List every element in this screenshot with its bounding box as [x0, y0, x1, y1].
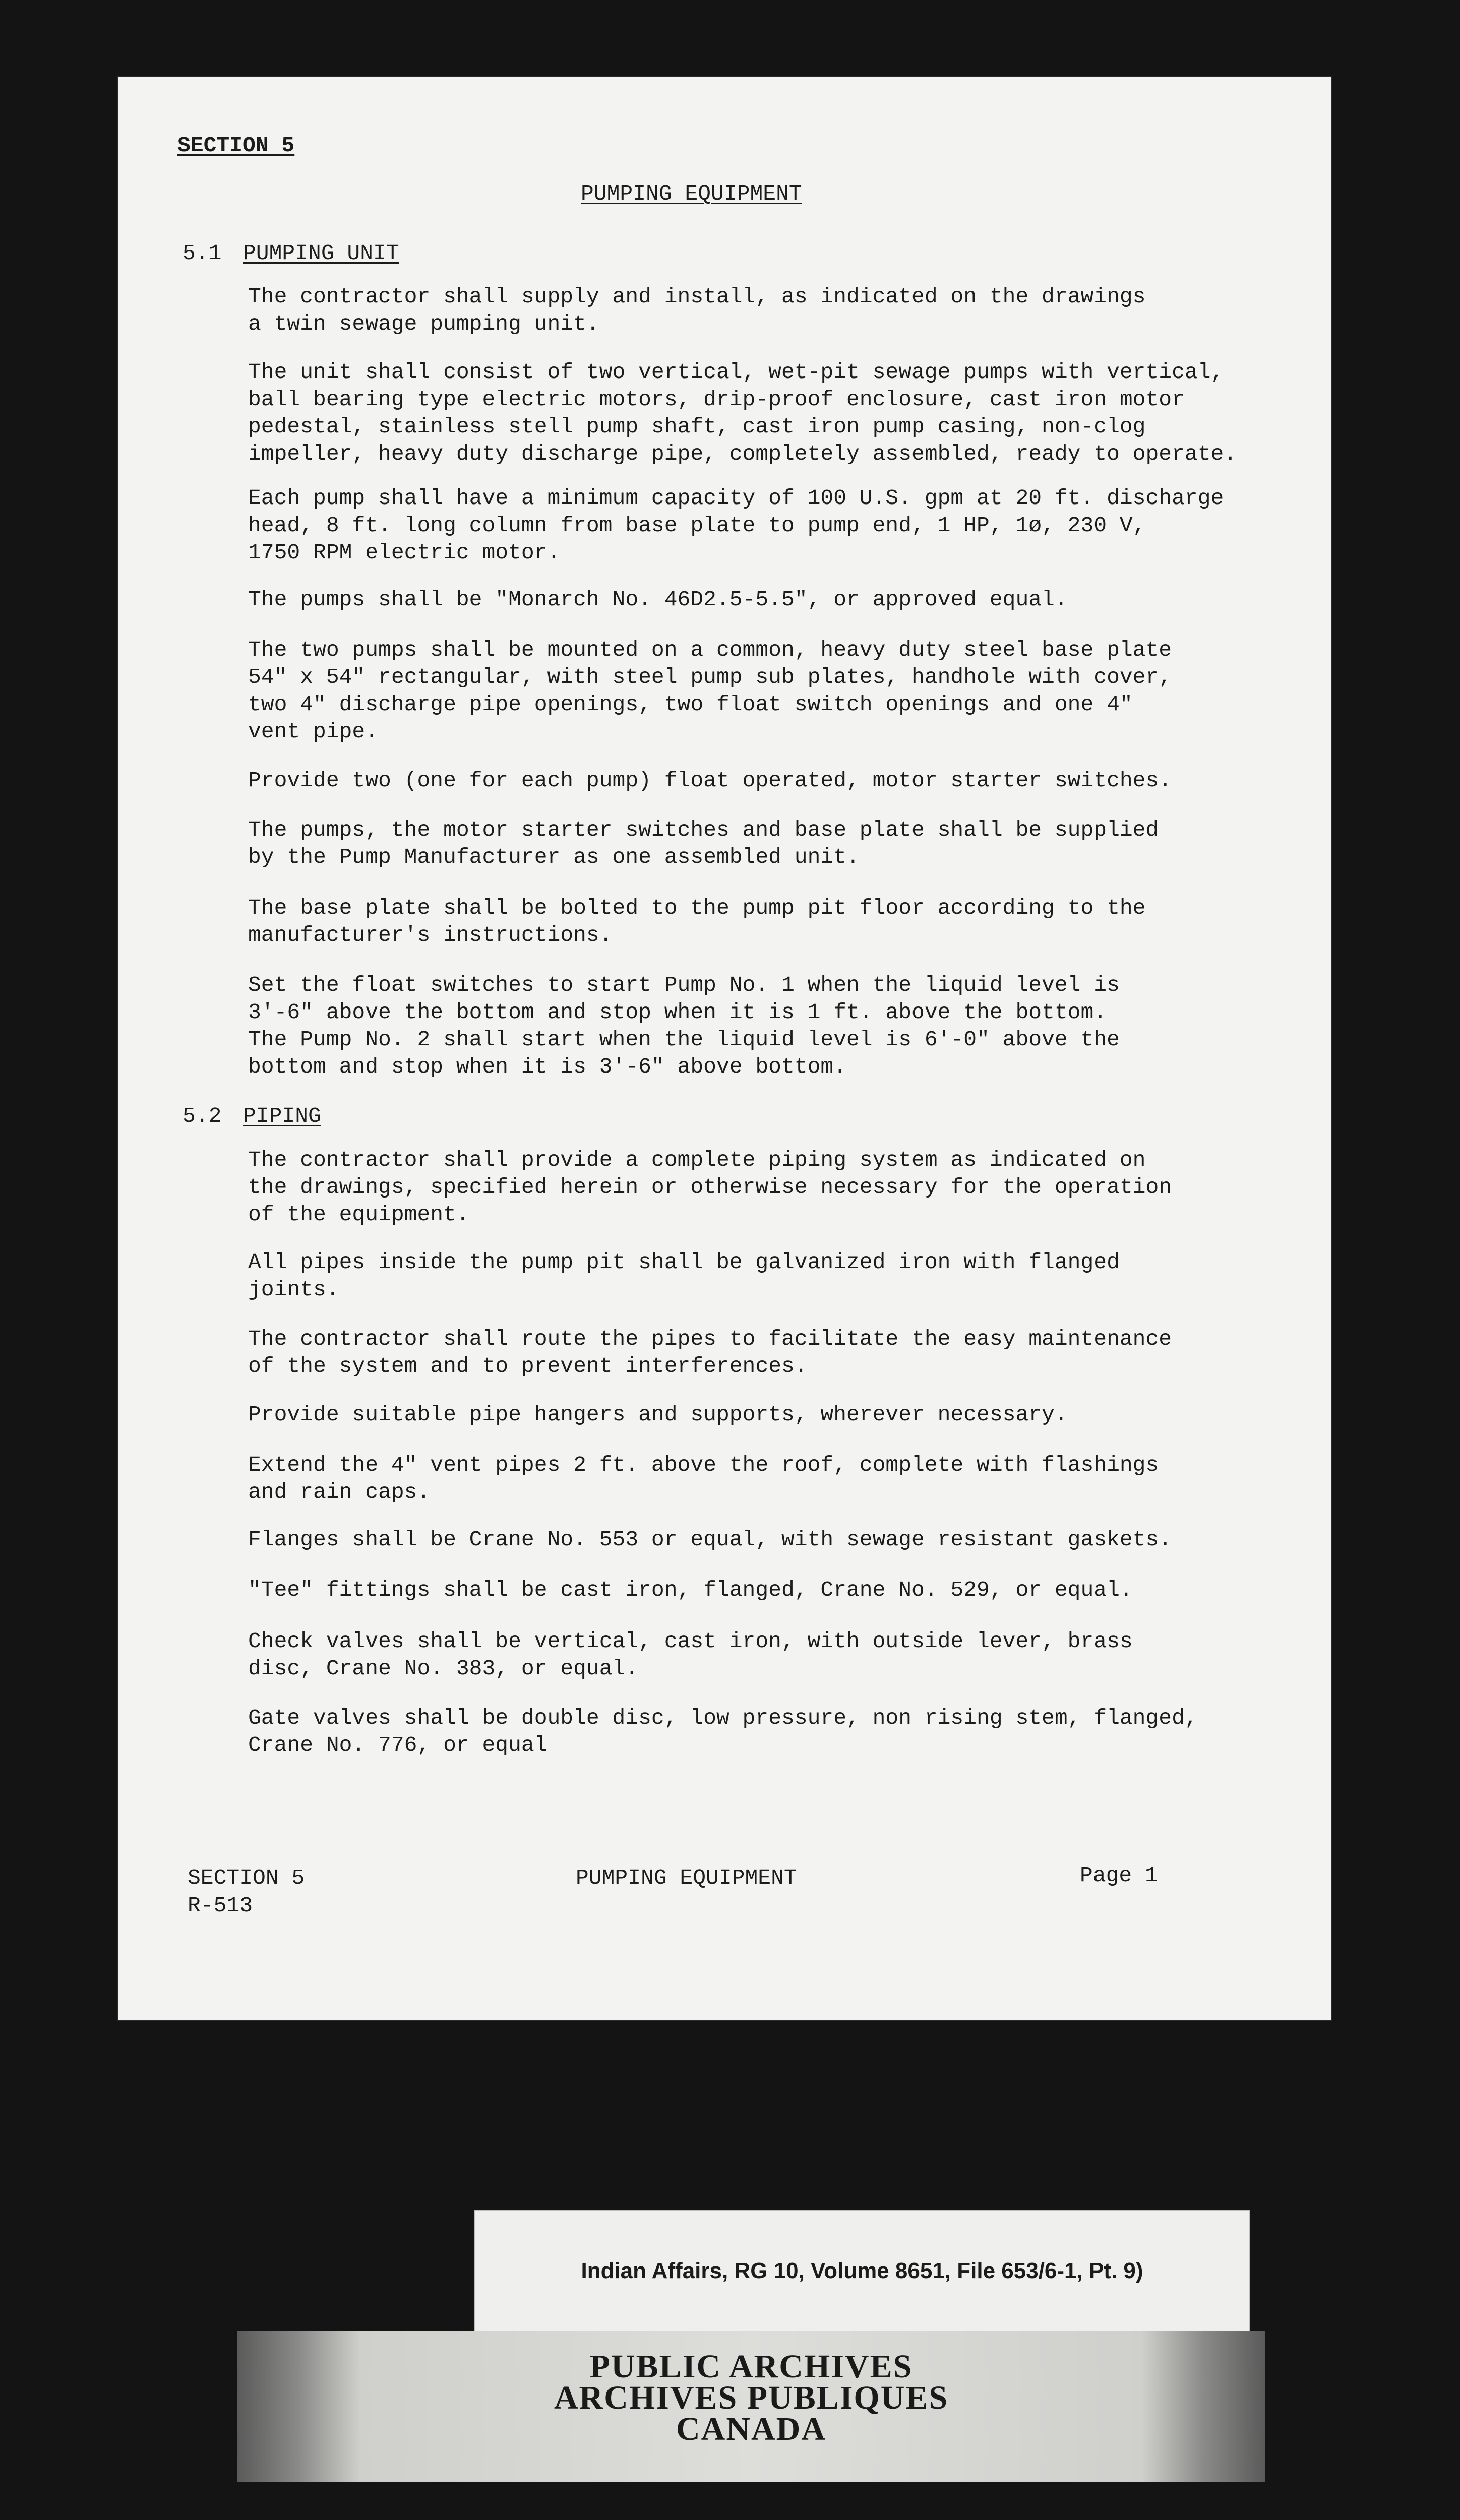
page-title: PUMPING EQUIPMENT [581, 181, 802, 206]
paragraph: The pumps, the motor starter switches and base plate shall be supplied by the Pump Manufacturer as one assembled unit. [248, 817, 1159, 869]
page-number: Page 1 [1080, 1863, 1158, 1888]
paragraph: Gate valves shall be double disc, low pressure, non rising stem, flanged, Crane No. 776, or equal [248, 1706, 1198, 1757]
paragraph: Each pump shall have a minimum capacity of 100 U.S. gpm at 20 ft. discharge head, 8 ft. long column from base plate to pump end, 1 HP, 1ø, 230 V, 1750 RPM electric motor. [248, 486, 1224, 565]
document-page [117, 76, 1332, 2021]
paragraph: The contractor shall provide a complete piping system as indicated on the drawings, specified herein or otherwise necessary for the operation of the equipment. [248, 1148, 1172, 1227]
paragraph: The contractor shall route the pipes to facilitate the easy maintenance of the system and to prevent interferences. [248, 1327, 1172, 1378]
paragraph: Provide suitable pipe hangers and supports, wherever necessary. [248, 1402, 1068, 1427]
section-number: 5.1 [182, 241, 222, 266]
footer-section: SECTION 5 [188, 1866, 305, 1891]
paragraph: The base plate shall be bolted to the pump pit floor according to the manufacturer's instructions. [248, 896, 1146, 948]
paragraph: All pipes inside the pump pit shall be galvanized iron with flanged joints. [248, 1250, 1120, 1302]
stamp-line-2: ARCHIVES PUBLIQUES [554, 2379, 949, 2416]
archive-reference-text: Indian Affairs, RG 10, Volume 8651, File 653/6-1, Pt. 9) [581, 2258, 1143, 2283]
archive-reference-label [474, 2210, 1250, 2332]
paragraph: The unit shall consist of two vertical, wet-pit sewage pumps with vertical, ball bearing type electric motors, drip-proof enclosure, cast iron motor pedestal, stainless stell pump shaft, cast iron pump casing, non-clog impeller, heavy duty discharge pipe, completely assembled, ready to operate. [248, 360, 1237, 466]
section-label: SECTION 5 [177, 133, 295, 158]
footer-title: PUMPING EQUIPMENT [576, 1866, 797, 1891]
footer-ref: R-513 [188, 1893, 253, 1918]
paragraph: Provide two (one for each pump) float operated, motor starter switches. [248, 768, 1172, 793]
stamp-line-1: PUBLIC ARCHIVES [589, 2348, 913, 2385]
paragraph: Flanges shall be Crane No. 553 or equal, with sewage resistant gaskets. [248, 1527, 1172, 1552]
paragraph: The contractor shall supply and install, as indicated on the drawings a twin sewage pumping unit. [248, 284, 1146, 336]
paragraph: Extend the 4" vent pipes 2 ft. above the roof, complete with flashings and rain caps. [248, 1453, 1159, 1504]
section-heading: PUMPING UNIT [243, 241, 399, 266]
paragraph: Set the float switches to start Pump No. 1 when the liquid level is 3'-6" above the bottom and stop when it is 1 ft. above the bottom. The Pump No. 2 shall start when the liquid level is 6'-0" above the bottom and stop when it is 3'-6" above bottom. [248, 973, 1120, 1079]
section-heading: PIPING [243, 1104, 321, 1128]
paragraph: "Tee" fittings shall be cast iron, flanged, Crane No. 529, or equal. [248, 1578, 1133, 1602]
section-number: 5.2 [182, 1104, 222, 1128]
stamp-line-3: CANADA [676, 2411, 826, 2447]
paragraph: Check valves shall be vertical, cast iron, with outside lever, brass disc, Crane No. 383, or equal. [248, 1629, 1133, 1681]
paragraph: The pumps shall be "Monarch No. 46D2.5-5.5", or approved equal. [248, 587, 1068, 612]
archives-stamp [237, 2331, 1265, 2482]
paragraph: The two pumps shall be mounted on a common, heavy duty steel base plate 54" x 54" rectangular, with steel pump sub plates, handhole with cover, two 4" discharge pipe openings, two float switch openings and one 4" vent pipe. [248, 638, 1172, 744]
